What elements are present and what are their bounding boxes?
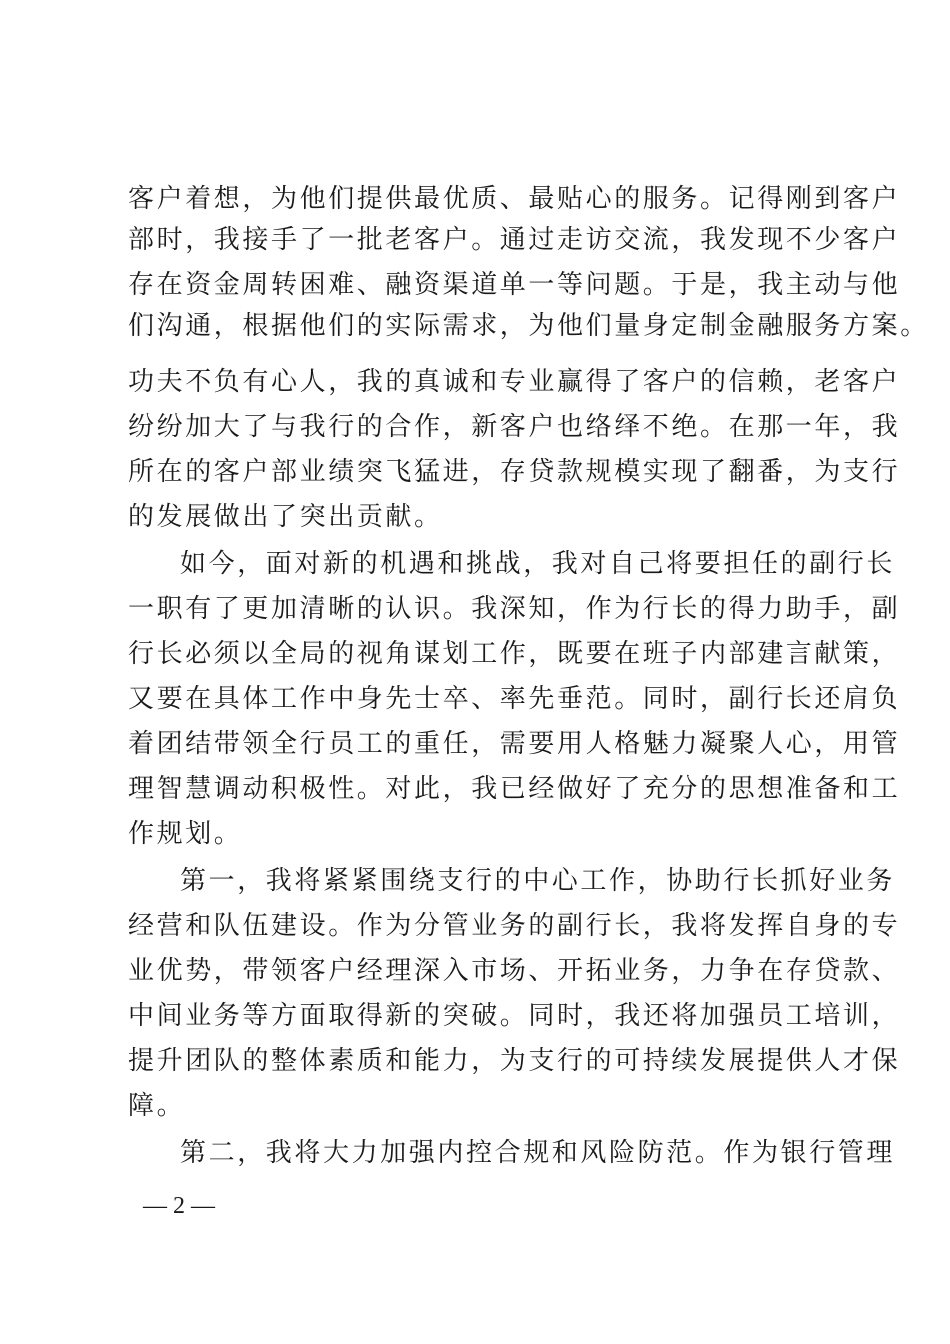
text-line: 又要在具体工作中身先士卒、率先垂范。同时，副行长还肩负: [128, 684, 901, 714]
paragraph-start-line: 第二，我将大力加强内控合规和风险防范。作为银行管理: [180, 1138, 896, 1168]
text-line: 中间业务等方面取得新的突破。同时，我还将加强员工培训，: [128, 1001, 901, 1031]
page-number: — 2 —: [143, 1193, 215, 1219]
text-line: 经营和队伍建设。作为分管业务的副行长，我将发挥自身的专: [128, 911, 901, 941]
text-line: 一职有了更加清晰的认识。我深知，作为行长的得力助手，副: [128, 594, 901, 624]
text-line: 客户着想，为他们提供最优质、最贴心的服务。记得刚到客户: [128, 184, 901, 214]
text-line: 着团结带领全行员工的重任，需要用人格魅力凝聚人心，用管: [128, 729, 901, 759]
text-line: 所在的客户部业绩突飞猛进，存贷款规模实现了翻番，为支行: [128, 457, 901, 487]
text-line: 障。: [128, 1091, 186, 1121]
text-line: 存在资金周转困难、融资渠道单一等问题。于是，我主动与他: [128, 270, 901, 300]
text-line: 业优势，带领客户经理深入市场、开拓业务，力争在存贷款、: [128, 956, 901, 986]
paragraph-start-line: 第一，我将紧紧围绕支行的中心工作，协助行长抓好业务: [180, 866, 896, 896]
paragraph-start-line: 如今，面对新的机遇和挑战，我对自己将要担任的副行长: [180, 549, 896, 579]
text-line: 作规划。: [128, 819, 243, 849]
text-line: 功夫不负有心人，我的真诚和专业赢得了客户的信赖，老客户: [128, 367, 901, 397]
text-line: 行长必须以全局的视角谋划工作，既要在班子内部建言献策，: [128, 639, 901, 669]
text-line: 的发展做出了突出贡献。: [128, 502, 443, 532]
text-line: 纷纷加大了与我行的合作，新客户也络绎不绝。在那一年，我: [128, 412, 901, 442]
text-line: 部时，我接手了一批老客户。通过走访交流，我发现不少客户: [128, 225, 901, 255]
text-line: 提升团队的整体素质和能力，为支行的可持续发展提供人才保: [128, 1046, 901, 1076]
text-line: 理智慧调动积极性。对此，我已经做好了充分的思想准备和工: [128, 774, 901, 804]
text-line: 们沟通，根据他们的实际需求，为他们量身定制金融服务方案。: [128, 311, 929, 341]
